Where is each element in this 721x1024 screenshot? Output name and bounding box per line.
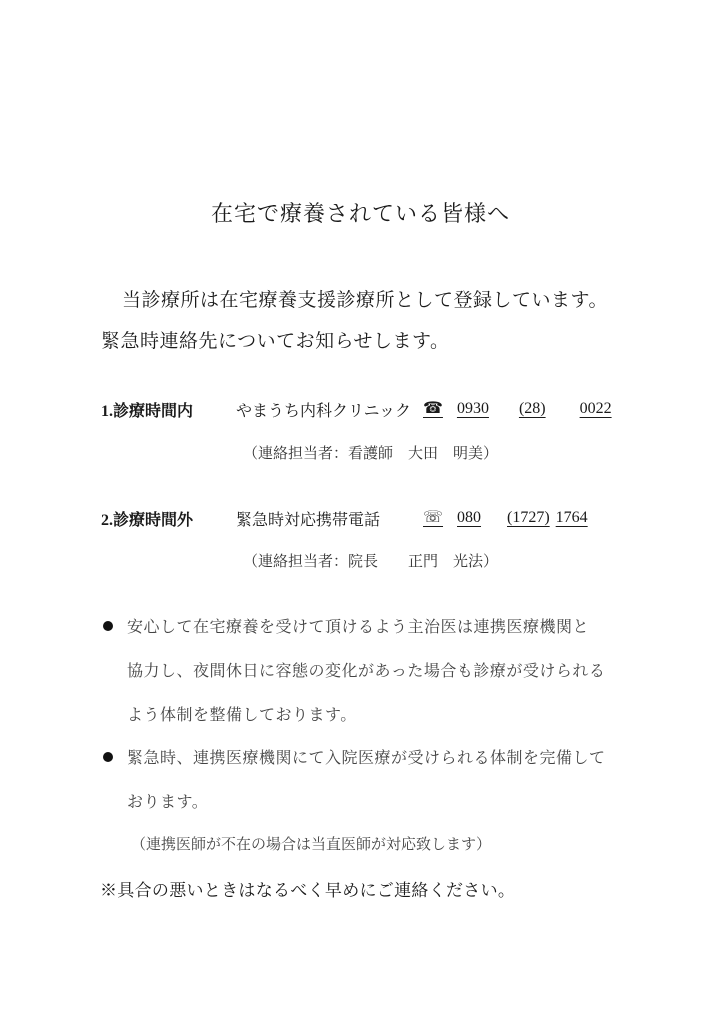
contact-2-phone[interactable]	[423, 507, 588, 527]
contact-1-phone[interactable]	[423, 398, 612, 418]
bullet-1-line-1: 安心して在宅療養を受けて頂けるよう主治医は連携医療機関と	[127, 617, 590, 636]
phone-area-code: 0930	[456, 400, 489, 417]
phone-area-code: 080	[457, 509, 482, 526]
contact-1-name: やまうち内科クリニック	[236, 401, 412, 420]
contact-2-name: 緊急時対応携帯電話	[236, 510, 381, 529]
contact-1-person: （連絡担当者：看護師 大田 明美）	[243, 444, 499, 462]
phone-exchange: (28)	[518, 400, 546, 417]
intro-line-1: 当診療所は在宅療養支援診療所として登録しています。	[122, 289, 608, 311]
contact-2-person: （連絡担当者：院長 正門 光法）	[243, 552, 499, 570]
phone-number: 0022	[579, 400, 612, 417]
telephone-icon: ☏	[423, 509, 444, 526]
bullet-dot-icon	[103, 752, 113, 762]
bullet-1-line-3: よう体制を整備しております。	[127, 705, 357, 724]
contact-2-label: 2.診療時間外	[101, 512, 194, 529]
note-text: （連携医師が不在の場合は当直医師が対応致します）	[131, 835, 492, 853]
contact-1-label: 1.診療時間内	[101, 403, 194, 420]
closing-text: ※具合の悪いときはなるべく早めにご連絡ください。	[100, 881, 516, 901]
bullet-2-line-1: 緊急時、連携医療機関にて入院医療が受けられる体制を完備して	[127, 748, 606, 767]
telephone-icon: ☎	[423, 400, 443, 417]
phone-exchange: (1727)	[507, 509, 550, 526]
page-title: 在宅で療養されている皆様へ	[210, 202, 510, 227]
intro-line-2: 緊急時連絡先についてお知らせします。	[101, 330, 450, 352]
bullet-2-line-2: おります。	[127, 792, 209, 811]
phone-number: 1764	[555, 509, 588, 526]
bullet-1-line-2: 協力し、夜間休日に容態の変化があった場合も診療が受けられる	[127, 661, 606, 680]
bullet-dot-icon	[103, 621, 113, 631]
